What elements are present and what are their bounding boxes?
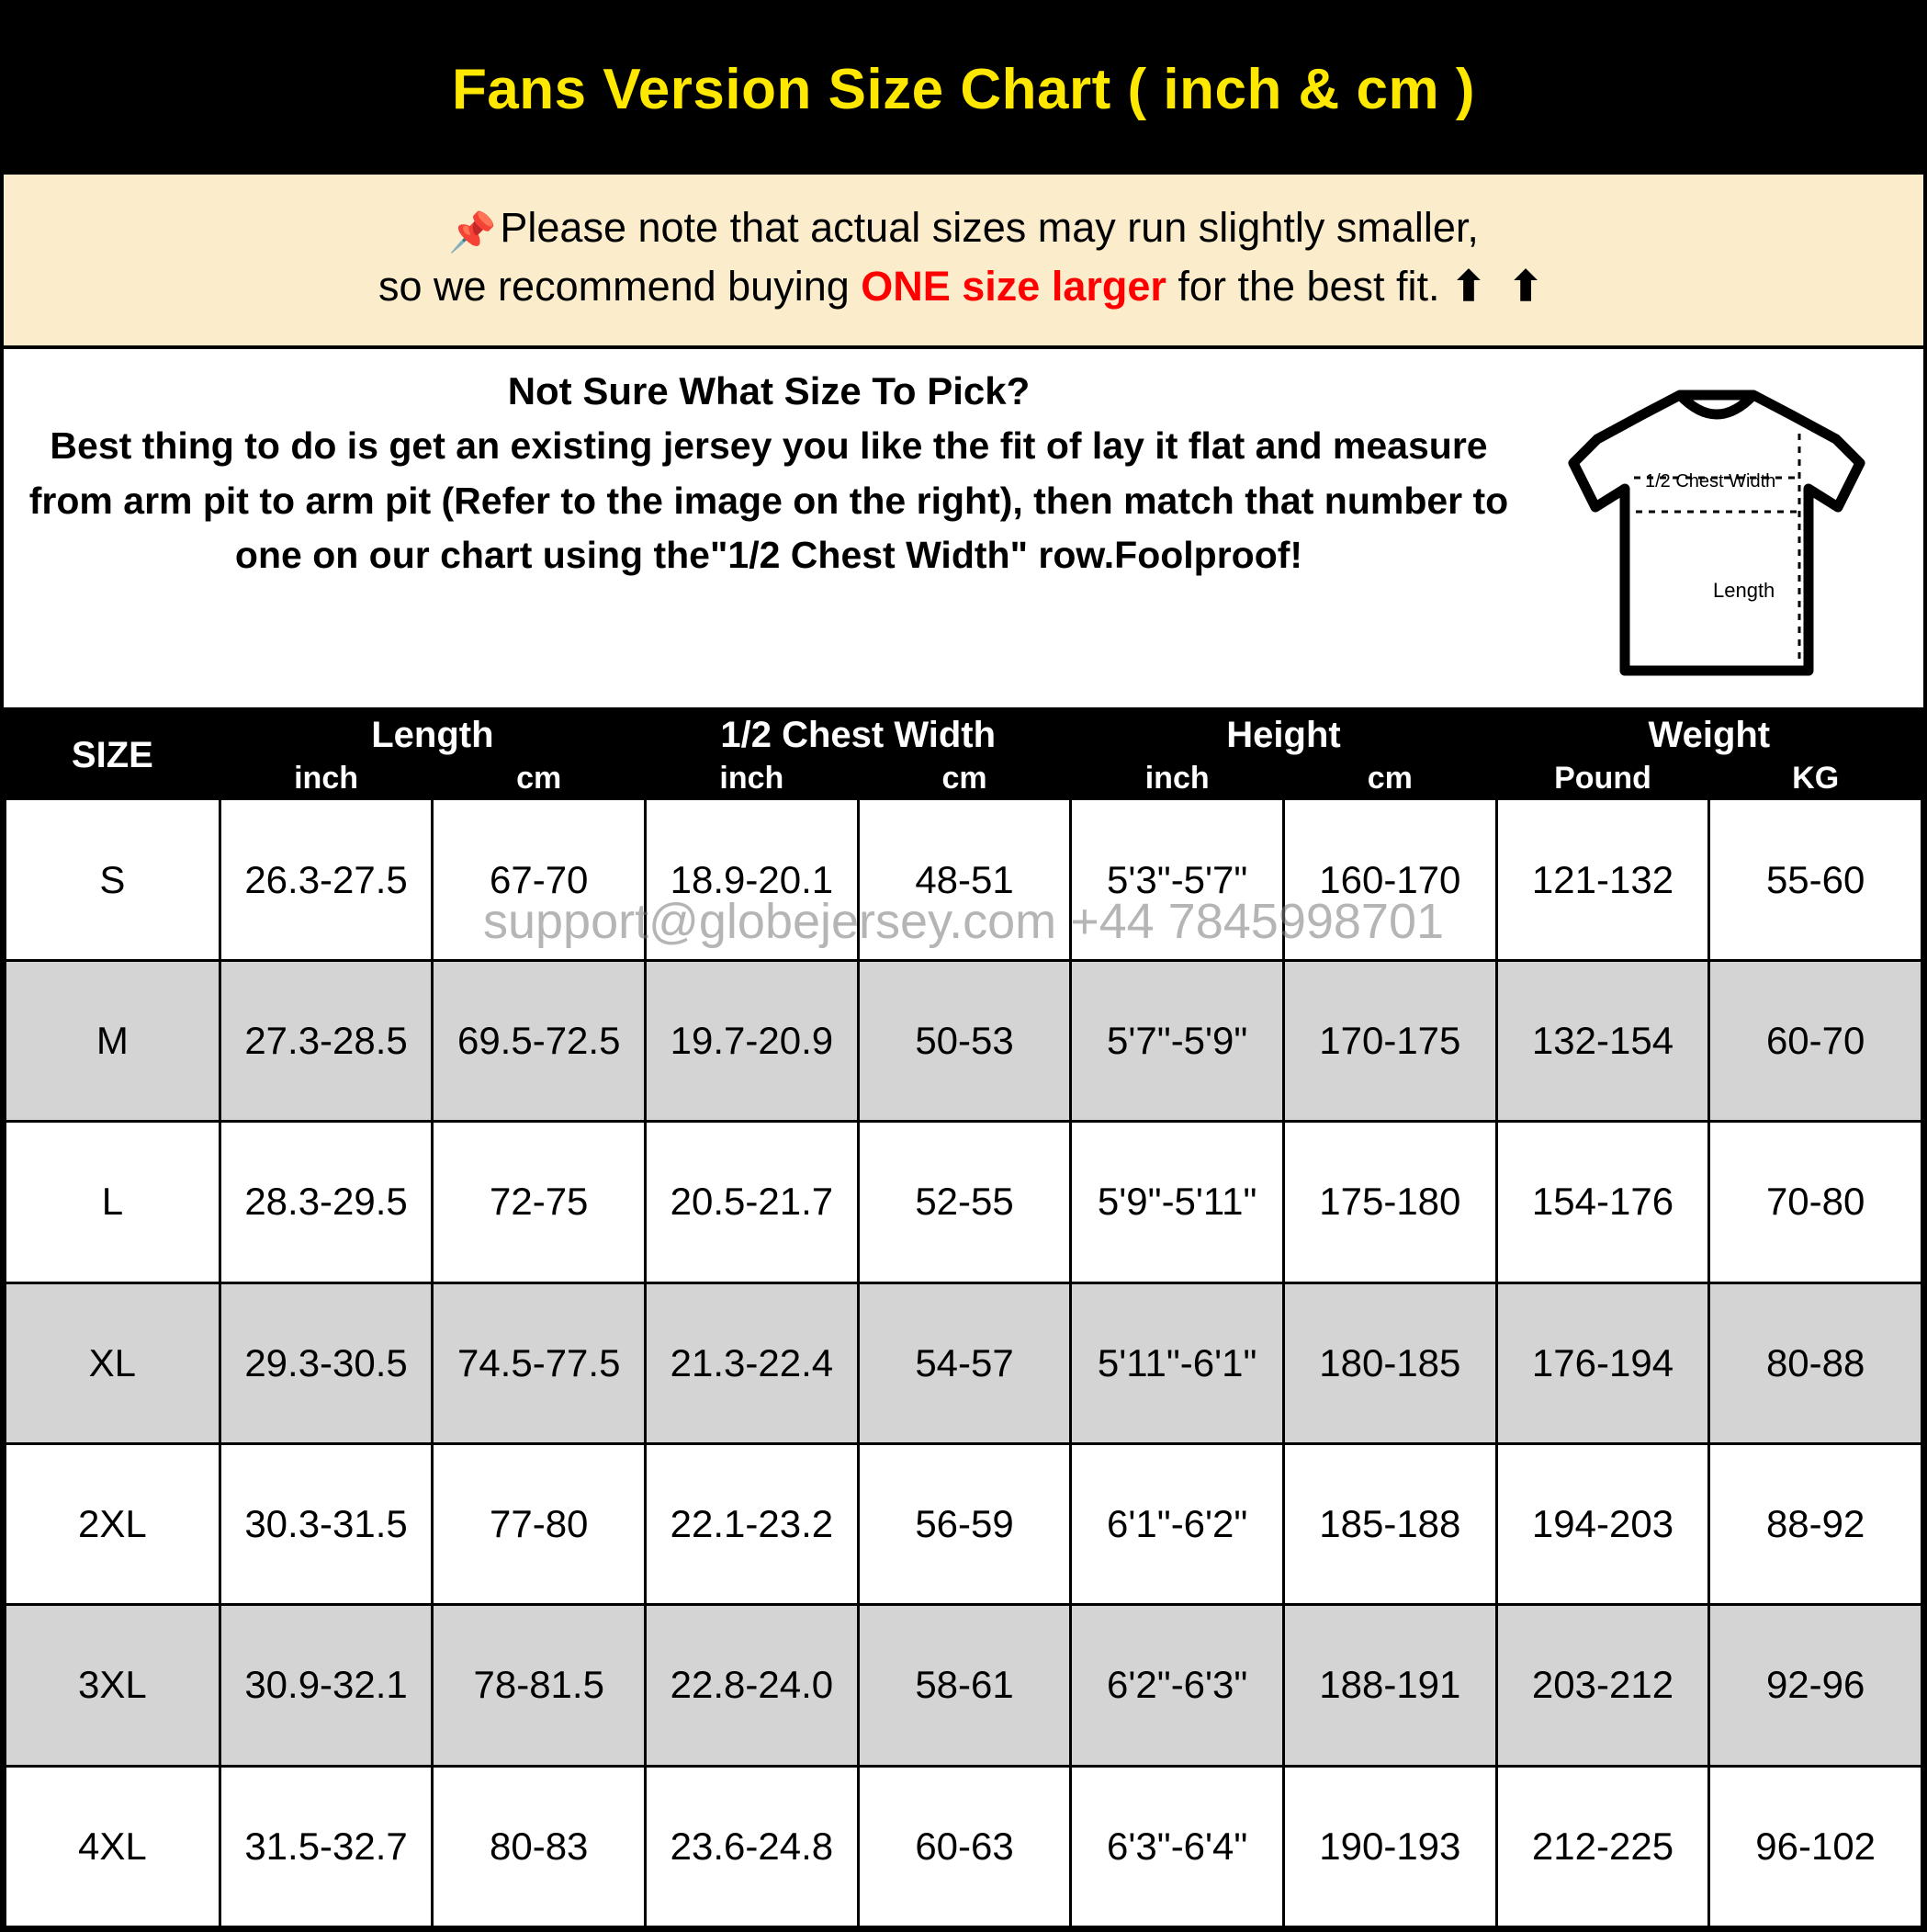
header-unit-length-inch: inch bbox=[220, 759, 433, 799]
header-unit-chest-cm: cm bbox=[858, 759, 1071, 799]
table-row bbox=[6, 960, 1922, 1121]
tshirt-diagram-icon bbox=[1533, 378, 1900, 691]
cell-length-cm: 78-81.5 bbox=[433, 1605, 646, 1766]
cell-weight-kg: 88-92 bbox=[1709, 1443, 1922, 1604]
cell-chest-cm: 54-57 bbox=[858, 1282, 1071, 1443]
row-size: 3XL bbox=[6, 1605, 220, 1766]
help-heading: Not Sure What Size To Pick? bbox=[507, 369, 1031, 413]
cell-length-inch: 26.3-27.5 bbox=[220, 799, 433, 960]
cell-height-cm: 185-188 bbox=[1284, 1443, 1497, 1604]
note-line-2-prefix: so we recommend buying bbox=[378, 262, 862, 310]
table-row bbox=[6, 1282, 1922, 1443]
cell-height-cm: 188-191 bbox=[1284, 1605, 1497, 1766]
row-size: 4XL bbox=[6, 1766, 220, 1926]
cell-chest-cm: 50-53 bbox=[858, 960, 1071, 1121]
cell-chest-cm: 52-55 bbox=[858, 1122, 1071, 1282]
cell-weight-pound: 194-203 bbox=[1496, 1443, 1709, 1604]
cell-height-cm: 190-193 bbox=[1284, 1766, 1497, 1926]
header-unit-weight-kg: KG bbox=[1709, 759, 1922, 799]
header-group-chest: 1/2 Chest Width bbox=[646, 713, 1071, 759]
cell-weight-pound: 154-176 bbox=[1496, 1122, 1709, 1282]
chest-width-label: 1/2 Chest Width bbox=[1645, 471, 1776, 492]
size-table-body bbox=[6, 799, 1922, 1927]
cell-chest-inch: 21.3-22.4 bbox=[646, 1282, 859, 1443]
cell-height-inch: 6'2"-6'3" bbox=[1071, 1605, 1284, 1766]
help-body: Best thing to do is get an existing jersey you like the fit of lay it flat and measure from arm pit to arm pit (Refer to the image on the right), then match that number to one on our chart using the"1/2 Chest Width" row.Foolproof! bbox=[28, 424, 1509, 577]
row-size: 2XL bbox=[6, 1443, 220, 1604]
header-row-units bbox=[6, 759, 1922, 799]
watermark-text: support@globejersey.com +44 7845998701 bbox=[482, 894, 1445, 950]
cell-length-inch: 30.9-32.1 bbox=[220, 1605, 433, 1766]
cell-length-inch: 29.3-30.5 bbox=[220, 1282, 433, 1443]
cell-chest-inch: 18.9-20.1 bbox=[646, 799, 859, 960]
cell-length-cm: 77-80 bbox=[433, 1443, 646, 1604]
cell-weight-pound: 203-212 bbox=[1496, 1605, 1709, 1766]
table-row bbox=[6, 1122, 1922, 1282]
note-line-2-suffix: for the best fit. bbox=[1166, 262, 1452, 310]
header-group-length: Length bbox=[220, 713, 645, 759]
cell-height-cm: 170-175 bbox=[1284, 960, 1497, 1121]
pushpin-icon: 📌 bbox=[448, 210, 497, 254]
note-banner bbox=[4, 175, 1923, 349]
cell-length-cm: 69.5-72.5 bbox=[433, 960, 646, 1121]
size-table-wrap bbox=[4, 711, 1923, 1928]
cell-chest-inch: 22.1-23.2 bbox=[646, 1443, 859, 1604]
header-group-height: Height bbox=[1071, 713, 1496, 759]
cell-length-inch: 28.3-29.5 bbox=[220, 1122, 433, 1282]
length-label: Length bbox=[1713, 579, 1775, 603]
cell-chest-cm: 48-51 bbox=[858, 799, 1071, 960]
cell-weight-kg: 70-80 bbox=[1709, 1122, 1922, 1282]
note-line-2 bbox=[22, 259, 1905, 315]
cell-height-cm: 175-180 bbox=[1284, 1122, 1497, 1282]
row-size: XL bbox=[6, 1282, 220, 1443]
cell-length-cm: 74.5-77.5 bbox=[433, 1282, 646, 1443]
size-table-head bbox=[6, 713, 1922, 799]
cell-weight-kg: 60-70 bbox=[1709, 960, 1922, 1121]
table-row bbox=[6, 1443, 1922, 1604]
header-row-groups bbox=[6, 713, 1922, 759]
cell-weight-kg: 92-96 bbox=[1709, 1605, 1922, 1766]
page-title-bar bbox=[4, 4, 1923, 175]
note-emphasis: ONE size larger bbox=[861, 262, 1166, 310]
cell-weight-pound: 212-225 bbox=[1496, 1766, 1709, 1926]
cell-chest-inch: 20.5-21.7 bbox=[646, 1122, 859, 1282]
cell-weight-pound: 176-194 bbox=[1496, 1282, 1709, 1443]
cell-weight-kg: 55-60 bbox=[1709, 799, 1922, 960]
cell-height-inch: 6'3"-6'4" bbox=[1071, 1766, 1284, 1926]
header-unit-chest-inch: inch bbox=[646, 759, 859, 799]
cell-weight-pound: 121-132 bbox=[1496, 799, 1709, 960]
table-row bbox=[6, 1605, 1922, 1766]
table-row bbox=[6, 1766, 1922, 1926]
header-size: SIZE bbox=[6, 713, 220, 799]
header-group-weight: Weight bbox=[1496, 713, 1921, 759]
cell-chest-inch: 23.6-24.8 bbox=[646, 1766, 859, 1926]
shirt-diagram-wrap bbox=[1519, 369, 1914, 691]
row-size: S bbox=[6, 799, 220, 960]
cell-height-inch: 5'11"-6'1" bbox=[1071, 1282, 1284, 1443]
cell-length-inch: 31.5-32.7 bbox=[220, 1766, 433, 1926]
cell-height-cm: 180-185 bbox=[1284, 1282, 1497, 1443]
cell-weight-kg: 80-88 bbox=[1709, 1282, 1922, 1443]
size-table bbox=[4, 711, 1923, 1928]
note-line-1 bbox=[22, 200, 1905, 259]
page-title: Fans Version Size Chart ( inch & cm ) bbox=[451, 57, 1476, 121]
cell-height-inch: 6'1"-6'2" bbox=[1071, 1443, 1284, 1604]
header-unit-length-cm: cm bbox=[433, 759, 646, 799]
cell-weight-kg: 96-102 bbox=[1709, 1766, 1922, 1926]
cell-height-inch: 5'9"-5'11" bbox=[1071, 1122, 1284, 1282]
measure-help-section bbox=[4, 349, 1923, 711]
cell-length-cm: 80-83 bbox=[433, 1766, 646, 1926]
cell-chest-cm: 56-59 bbox=[858, 1443, 1071, 1604]
measure-help-text bbox=[13, 369, 1519, 582]
row-size: M bbox=[6, 960, 220, 1121]
cell-length-inch: 27.3-28.5 bbox=[220, 960, 433, 1121]
cell-length-cm: 72-75 bbox=[433, 1122, 646, 1282]
cell-chest-cm: 60-63 bbox=[858, 1766, 1071, 1926]
cell-height-cm: 160-170 bbox=[1284, 799, 1497, 960]
cell-length-cm: 67-70 bbox=[433, 799, 646, 960]
cell-length-inch: 30.3-31.5 bbox=[220, 1443, 433, 1604]
header-unit-weight-pound: Pound bbox=[1496, 759, 1709, 799]
cell-height-inch: 5'3"-5'7" bbox=[1071, 799, 1284, 960]
cell-weight-pound: 132-154 bbox=[1496, 960, 1709, 1121]
cell-chest-inch: 22.8-24.0 bbox=[646, 1605, 859, 1766]
up-arrows-icon: ⬆ ⬆ bbox=[1451, 262, 1549, 310]
cell-chest-inch: 19.7-20.9 bbox=[646, 960, 859, 1121]
table-row bbox=[6, 799, 1922, 960]
header-unit-height-cm: cm bbox=[1284, 759, 1497, 799]
cell-chest-cm: 58-61 bbox=[858, 1605, 1071, 1766]
note-line-1-text: Please note that actual sizes may run slightly smaller, bbox=[500, 204, 1479, 251]
cell-height-inch: 5'7"-5'9" bbox=[1071, 960, 1284, 1121]
row-size: L bbox=[6, 1122, 220, 1282]
header-unit-height-inch: inch bbox=[1071, 759, 1284, 799]
